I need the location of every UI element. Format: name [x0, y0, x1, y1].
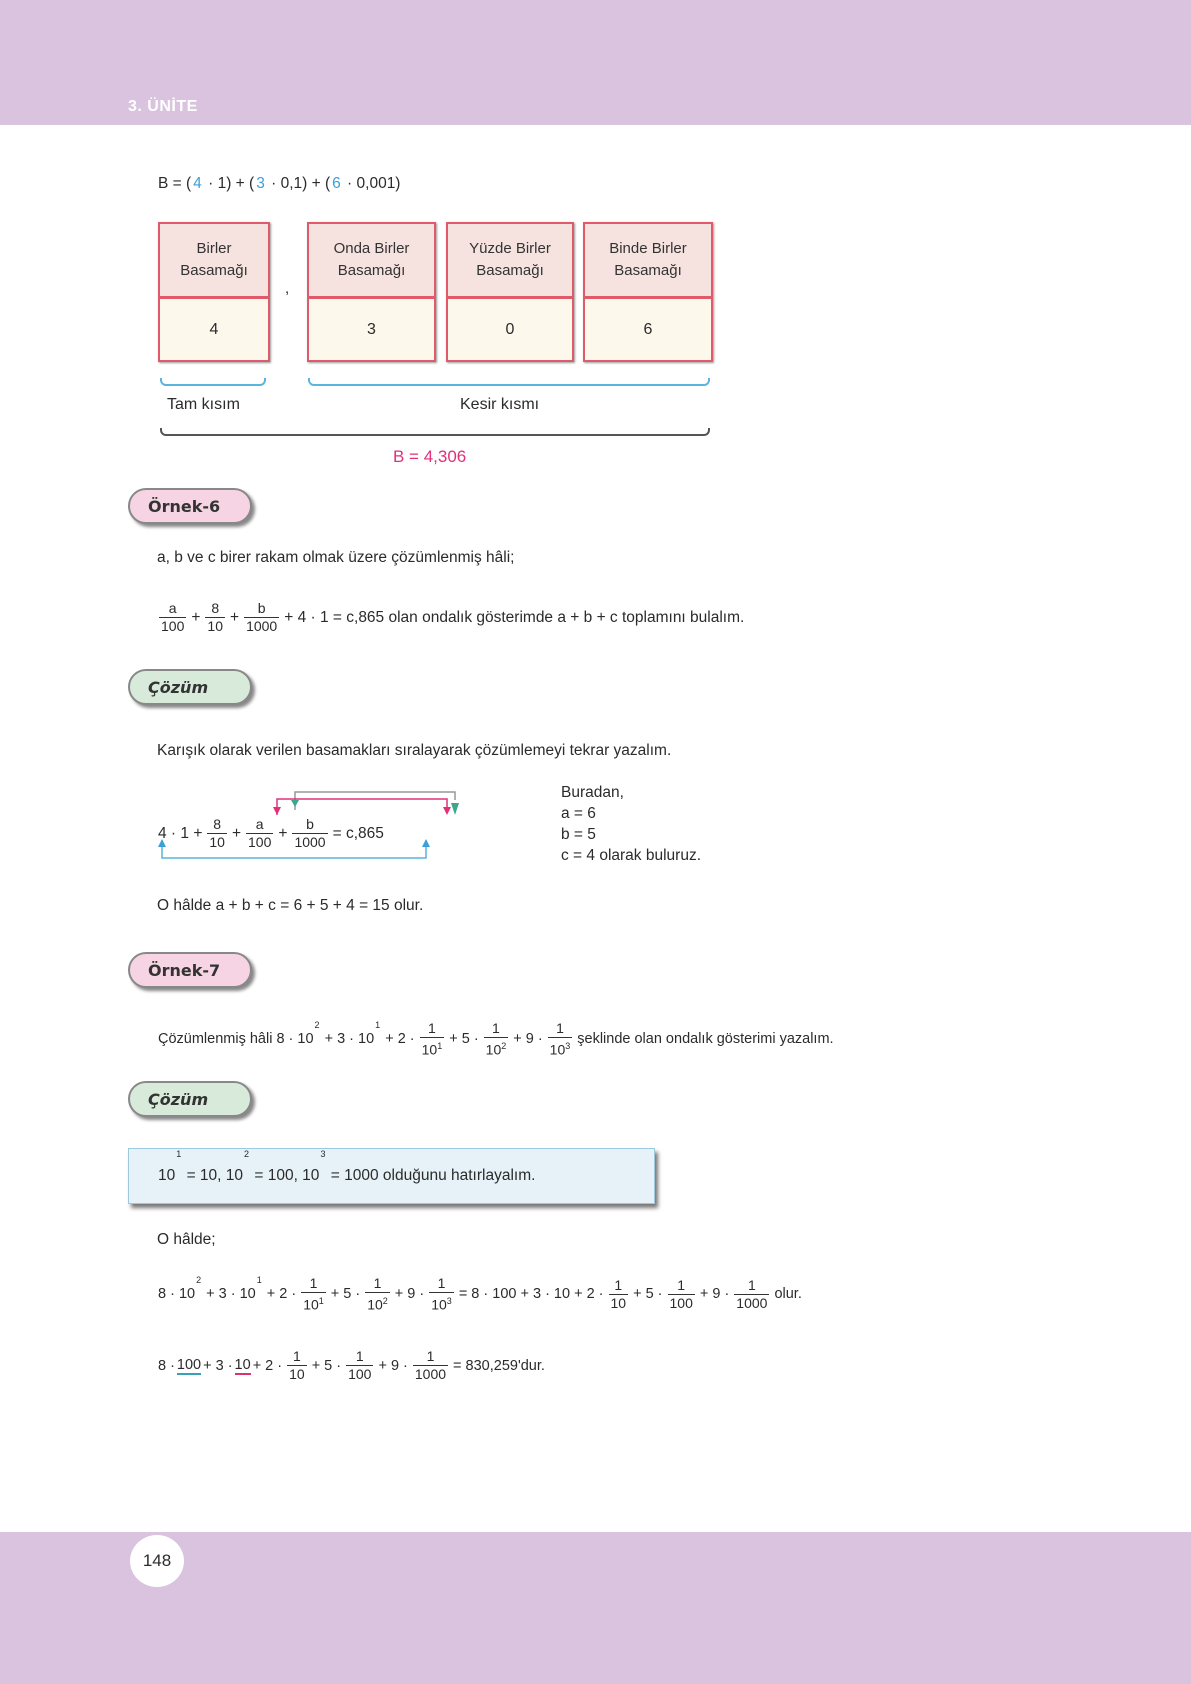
fraction: [548, 1020, 573, 1059]
denominator-base: 10: [610, 1294, 627, 1311]
header-line: Yüzde Birler: [469, 240, 551, 257]
example-7-equation-2: [157, 1348, 546, 1383]
fraction: [609, 1277, 629, 1312]
then-label: O hâlde;: [157, 1231, 216, 1248]
numerator: 1: [293, 1348, 301, 1364]
denominator: [346, 1365, 373, 1383]
math-text: Çözümlenmiş hâli 8 · 10: [158, 1031, 314, 1048]
math-text: + 9 ·: [394, 1286, 425, 1303]
math-text: 8 · 10: [158, 1286, 196, 1303]
solution-values: [561, 782, 701, 866]
denominator-base: 10: [367, 1296, 383, 1313]
denominator: [292, 833, 327, 851]
header-line: Basamağı: [337, 262, 406, 279]
numerator: 1: [309, 1275, 318, 1291]
math-text: +: [278, 824, 288, 842]
header-line: Basamağı: [180, 262, 248, 279]
buradan-line: b = 5: [561, 826, 596, 843]
numerator: 1: [677, 1276, 686, 1293]
math-text: = 100, 10: [250, 1167, 320, 1184]
math-text: + 3 · 10: [320, 1031, 375, 1048]
fraction: [207, 816, 227, 851]
math-text: B = (: [158, 175, 192, 192]
math-text: + 9 ·: [513, 1031, 543, 1048]
numerator: 1: [614, 1276, 623, 1293]
denominator: [609, 1294, 629, 1312]
fraction: [301, 1275, 326, 1314]
denominator: [159, 617, 186, 635]
fraction: [420, 1020, 445, 1059]
denominator-base: 100: [669, 1294, 693, 1311]
arrow-a: [277, 799, 447, 815]
fraction: [246, 816, 273, 851]
denominator: [246, 833, 273, 851]
math-text: olur.: [774, 1286, 802, 1303]
exponent: 1: [375, 1020, 381, 1030]
math-text: +: [191, 608, 201, 626]
denominator-base: 100: [161, 618, 185, 634]
whole-part-brace: [160, 378, 266, 386]
fraction: [292, 816, 327, 851]
math-text: + 9 ·: [699, 1286, 730, 1303]
denominator: [484, 1037, 509, 1059]
fraction-part-brace: [308, 378, 710, 386]
fraction: [346, 1348, 373, 1383]
column-value: 0: [505, 320, 515, 338]
math-text: = 8 · 100 + 3 · 10 + 2 ·: [458, 1286, 604, 1303]
column-header: [309, 224, 434, 299]
fraction: [287, 1348, 307, 1383]
column-value: 4: [209, 320, 219, 338]
fraction-part-label: Kesir kısmı: [460, 396, 540, 413]
example-7-equation-1: [157, 1275, 803, 1314]
exponent: 1: [176, 1149, 182, 1159]
column-value: 3: [367, 320, 376, 338]
highlighted-term: 6: [332, 175, 341, 192]
math-text: +: [231, 824, 242, 842]
denominator: [734, 1294, 769, 1312]
math-text: + 2 ·: [262, 1286, 297, 1303]
denominator: [301, 1292, 326, 1314]
exponent: 2: [196, 1275, 202, 1285]
exponent: 1: [437, 1041, 443, 1051]
unit-label: 3. ÜNİTE: [128, 98, 198, 115]
denominator-base: 10: [421, 1041, 438, 1058]
result-value: B = 4,306: [393, 447, 467, 466]
place-column-ones: [158, 222, 270, 362]
math-text: 8 ·: [158, 1357, 175, 1374]
column-value: 6: [643, 320, 653, 338]
denominator-base: 10: [289, 1366, 305, 1382]
total-brace: [160, 428, 710, 436]
fraction: [413, 1348, 448, 1383]
arrow-head: [443, 807, 451, 815]
numerator: 8: [213, 816, 222, 832]
arrow-head: [451, 803, 459, 815]
math-text: + 2 ·: [381, 1031, 415, 1048]
numerator: 1: [747, 1276, 756, 1293]
column-header: [448, 224, 572, 299]
arrow-head: [273, 807, 281, 815]
denominator-base: 1000: [736, 1294, 768, 1311]
numerator: 1: [428, 1020, 436, 1036]
header-line: Birler: [196, 240, 232, 257]
numerator: a: [168, 600, 177, 616]
header-line: Binde Birler: [609, 240, 687, 257]
denominator-base: 10: [431, 1296, 447, 1313]
denominator: [365, 1292, 390, 1314]
numerator: 1: [355, 1348, 364, 1364]
buradan-line: c = 4 olarak buluruz.: [561, 847, 702, 864]
fraction: [429, 1275, 454, 1314]
math-text: · 0,001): [342, 175, 401, 192]
math-text: + 2 ·: [252, 1357, 283, 1374]
column-header: [585, 224, 711, 299]
place-column-hundredths: [446, 222, 574, 362]
denominator-base: 100: [348, 1366, 372, 1382]
exponent: 3: [320, 1149, 326, 1159]
example-6-prompt: a, b ve c birer rakam olmak üzere çözümlenmiş hâli;: [157, 549, 515, 566]
math-text: + 5 ·: [311, 1357, 342, 1374]
highlighted-term: 10: [234, 1356, 251, 1373]
solution-badge: Çözüm: [128, 669, 252, 705]
denominator: [420, 1037, 445, 1059]
fraction: [484, 1020, 509, 1059]
page-number: 148: [130, 1535, 184, 1587]
denominator: [429, 1292, 454, 1314]
denominator-base: 10: [207, 618, 223, 634]
math-text: = c,865: [332, 824, 384, 842]
solution-equation: [157, 816, 385, 851]
decimal-comma: ,: [285, 280, 290, 297]
highlighted-term: 3: [256, 175, 265, 192]
arrow-head: [291, 800, 299, 807]
numerator: 1: [426, 1348, 435, 1364]
denominator: [413, 1365, 448, 1383]
fraction: [159, 600, 186, 635]
denominator-base: 10: [549, 1041, 566, 1058]
example-6-conclusion: O hâlde a + b + c = 6 + 5 + 4 = 15 olur.: [157, 897, 424, 914]
numerator: a: [255, 816, 264, 832]
solution-intro: Karışık olarak verilen basamakları sıralayarak çözümlemeyi tekrar yazalım.: [157, 742, 672, 759]
math-text: +: [230, 608, 240, 626]
header-line: Onda Birler: [333, 240, 410, 257]
arrow-head: [422, 839, 430, 847]
example-7-badge: Örnek-7: [128, 952, 252, 988]
numerator: 1: [437, 1275, 446, 1291]
whole-part-label: Tam kısım: [167, 396, 240, 413]
exponent: 2: [382, 1296, 388, 1306]
math-text: + 3 ·: [203, 1357, 233, 1374]
denominator-base: 1000: [246, 618, 278, 634]
numerator: b: [257, 600, 266, 616]
exponent: 2: [244, 1149, 250, 1159]
exponent: 1: [318, 1296, 324, 1306]
buradan-line: Buradan,: [561, 784, 624, 801]
arrow-b: [295, 792, 455, 810]
denominator-base: 10: [303, 1296, 319, 1313]
denominator-base: 1000: [414, 1366, 447, 1382]
fraction: [365, 1275, 390, 1314]
solution-badge: Çözüm: [128, 1081, 252, 1117]
denominator: [548, 1037, 573, 1059]
example-6-equation: [155, 600, 745, 635]
exponent: 2: [501, 1041, 507, 1051]
denominator: [244, 617, 279, 635]
exponent: 3: [565, 1041, 571, 1051]
exponent: 1: [256, 1275, 262, 1285]
math-text: şeklinde olan ondalık gösterimi yazalım.: [577, 1031, 834, 1048]
math-text: = 10, 10: [182, 1167, 244, 1184]
highlighted-term: 100: [176, 1356, 202, 1373]
denominator: [668, 1294, 695, 1312]
math-text: 4 · 1 +: [158, 824, 203, 842]
denominator: [287, 1365, 307, 1383]
highlighted-term: 4: [193, 175, 202, 192]
place-column-thousandths: [583, 222, 713, 362]
math-text: + 4 · 1 = c,865 olan ondalık gösterimde a + b + c toplamını bulalım.: [284, 608, 745, 626]
math-text: + 3 · 10: [202, 1286, 256, 1303]
numerator: 1: [492, 1020, 500, 1036]
math-text: + 5 ·: [633, 1286, 663, 1303]
example-7-prompt: [157, 1020, 835, 1059]
math-text: · 1) + (: [203, 175, 255, 192]
numerator: 8: [211, 600, 220, 616]
fraction: [244, 600, 279, 635]
denominator-base: 100: [248, 834, 272, 850]
denominator-base: 10: [209, 834, 225, 850]
numerator: 1: [373, 1275, 382, 1291]
math-text: = 1000 olduğunu hatırlayalım.: [326, 1167, 536, 1184]
math-text: + 5 ·: [330, 1286, 361, 1303]
example-6-badge: Örnek-6: [128, 488, 252, 524]
numerator: 1: [556, 1020, 564, 1036]
header-line: Basamağı: [476, 262, 544, 279]
math-text: 10: [158, 1167, 176, 1184]
fraction: [734, 1277, 769, 1312]
denominator-base: 10: [485, 1041, 502, 1058]
place-column-tenths: [307, 222, 436, 362]
denominator: [207, 833, 227, 851]
numerator: b: [306, 816, 314, 832]
header-line: Basamağı: [614, 262, 682, 279]
intro-equation: [157, 175, 401, 193]
math-text: · 0,1) + (: [266, 175, 331, 192]
exponent: 2: [314, 1020, 320, 1030]
denominator: [205, 617, 225, 635]
math-text: + 9 ·: [378, 1357, 408, 1374]
column-header: [160, 224, 268, 299]
reminder-note: [128, 1148, 655, 1204]
math-text: + 5 ·: [449, 1031, 479, 1048]
denominator-base: 1000: [294, 834, 326, 850]
fraction: [668, 1277, 695, 1312]
math-text: = 830,259'dur.: [453, 1357, 545, 1374]
fraction: [205, 600, 225, 635]
buradan-line: a = 6: [561, 805, 596, 822]
exponent: 3: [446, 1296, 452, 1306]
